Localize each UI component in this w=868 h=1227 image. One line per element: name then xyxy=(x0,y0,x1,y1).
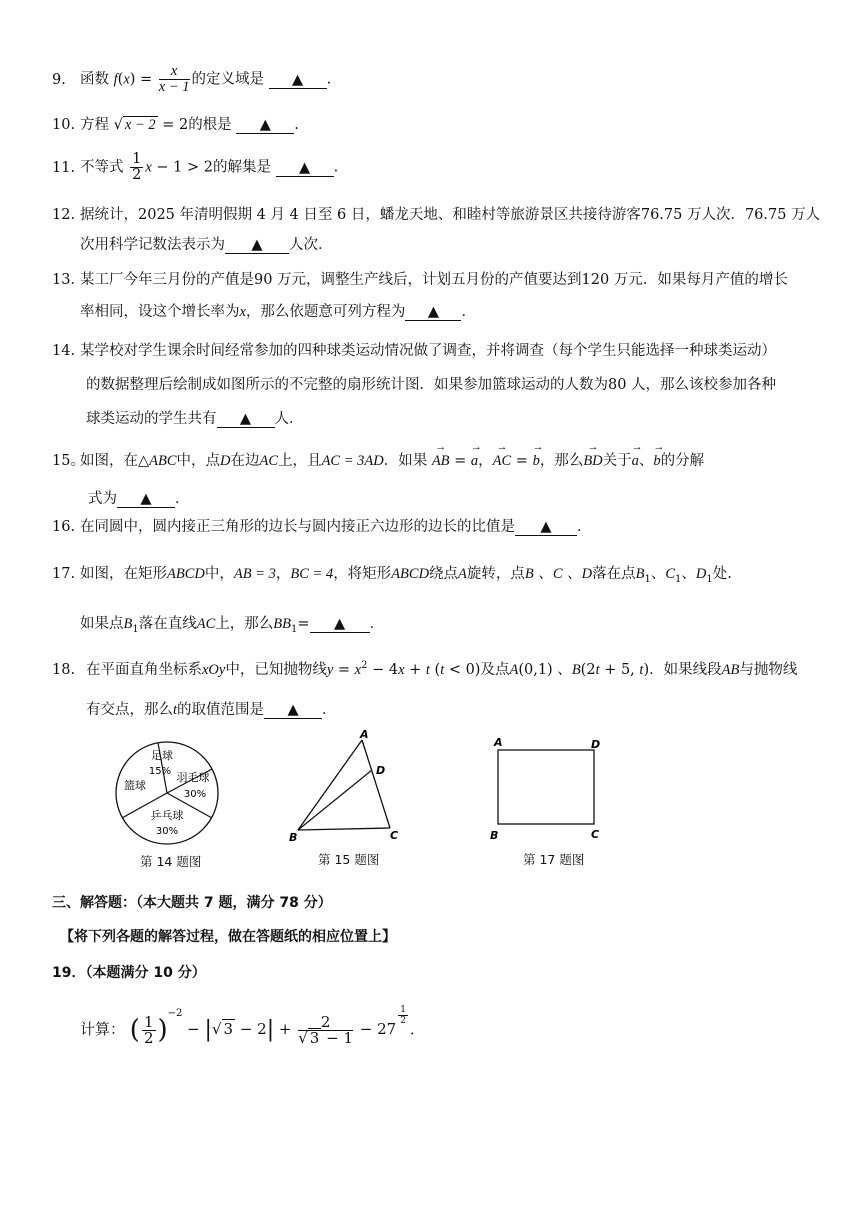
answer-blank[interactable]: ▲ xyxy=(225,237,289,254)
figure-17-caption: 第 17 题图 xyxy=(523,852,585,867)
figure-15-triangle xyxy=(284,726,410,846)
label-soccer-pct: 15% xyxy=(148,766,172,777)
question-11: 11. 不等式 $\frac{1}{2}$ x − 1 > 2的解集是 ▲ . xyxy=(52,151,339,183)
fraction: $\frac{1}{2}$ xyxy=(132,151,142,183)
side-AB xyxy=(298,740,362,830)
label-D: D xyxy=(591,738,601,751)
answer-blank[interactable]: ▲ xyxy=(310,616,370,633)
answer-blank[interactable]: ▲ xyxy=(117,491,175,508)
question-9: 9. 函数 f(x) = $\frac{x}{x - 1}$ 的定义域是 ▲ . xyxy=(52,63,332,95)
question-19-header: 19．（本题满分 10 分） xyxy=(52,965,206,981)
math-function: f xyxy=(113,71,118,88)
label-C: C xyxy=(591,828,600,841)
answer-blank[interactable]: ▲ xyxy=(269,72,327,89)
label-B: B xyxy=(490,829,499,842)
label-pingpong: 乒乓球 xyxy=(150,809,184,822)
section-3-instruction: 【将下列各题的解答过程，做在答题纸的相应位置上】 xyxy=(60,929,396,945)
question-19-expression: 计算： ( $\frac{1}{2}$ )$^{-2}$ − |√ 3 − 2| + $\frac{2}{√ 3 - 1}$ − 27 $^{\frac{1}{2}}$ ． xyxy=(80,1005,425,1047)
question-16: 16. 在同圆中，圆内接正三角形的边长与圆内接正六边形的边长的比值是 ▲ ． xyxy=(52,519,592,535)
rectangle-ABCD xyxy=(498,750,594,824)
question-17: 17. 如图，在矩形ABCD中，AB = 3，BC = 4，将矩形ABCD绕点A旋转，点B 、C 、D落在点$B_1$、$C_1$、$D_1$处. 如果点$B_1$落在直线AC上，那么$BB_1=$ ▲ ． xyxy=(52,566,732,635)
answer-blank[interactable]: ▲ xyxy=(236,117,294,134)
figure-17-rectangle xyxy=(488,732,608,844)
sqrt-expression: x − 2 xyxy=(124,117,156,133)
label-badminton-pct: 30% xyxy=(183,789,207,800)
answer-blank[interactable]: ▲ xyxy=(276,160,334,177)
question-14: 14. 某学校对学生课余时间经常参加的四种球类运动情况做了调查，并将调查（每个学生只能选择一种球类运动） 的数据整理后绘制成如图所示的不完整的扇形统计图．如果参加篮球运动的人数为80 人，那么该校参加各种 球类运动的学生共有 ▲ 人． xyxy=(52,343,777,427)
section-3-title: 三、解答题：（本大题共 7 题，满分 78 分） xyxy=(52,895,332,911)
question-13: 13．某工厂今年三月份的产值是90 万元，调整生产线后，计划五月份的产值要达到120 万元．如果每月产值的增长 率相同，设这个增长率为x，那么依题意可列方程为 ▲ ． xyxy=(52,272,788,320)
label-basketball: 篮球 xyxy=(124,779,146,792)
side-BC xyxy=(298,828,390,830)
label-badminton: 羽毛球 xyxy=(176,771,210,784)
question-18: 18. 在平面直角坐标系xOy中，已知抛物线$y = x^2 - 4x + t$ (t < 0)及点A(0,1) 、B(2t + 5, t)．如果线段AB与抛物线 有交点，那么t的取值范围是 ▲ ． xyxy=(52,660,798,718)
question-15: 15。如图，在△ABC中，点D在边AC上，且AC = 3AD．如果 → AB = → a，→ AC = → b，那么→ BD关于→ a、→ b的分解 式为 ▲ ． xyxy=(52,442,822,518)
label-B: B xyxy=(289,831,298,844)
question-12: 12. 据统计，2025 年清明假期 4 月 4 日至 6 日，蟠龙天地、和睦村等旅游景区共接待游客76.75 万人次．76.75 万人 次用科学记数法表示为 ▲ 人次． xyxy=(52,207,821,253)
label-D: D xyxy=(376,764,386,777)
side-AC xyxy=(362,740,390,828)
answer-blank[interactable]: ▲ xyxy=(264,702,322,719)
label-A: A xyxy=(494,736,503,749)
label-soccer: 足球 xyxy=(151,749,173,762)
question-10: 10. 方程 √ x − 2 = 2的根是 ▲ . xyxy=(52,117,299,133)
figure-14-pie xyxy=(112,738,222,848)
answer-blank[interactable]: ▲ xyxy=(217,411,275,428)
answer-blank[interactable]: ▲ xyxy=(405,304,461,321)
label-A: A xyxy=(360,728,369,741)
figure-14-caption: 第 14 题图 xyxy=(140,854,202,869)
label-pingpong-pct: 30% xyxy=(155,826,179,837)
figure-15-caption: 第 15 题图 xyxy=(318,852,380,867)
answer-blank[interactable]: ▲ xyxy=(515,519,577,536)
fraction: $\frac{x}{x - 1}$ xyxy=(158,63,190,95)
label-C: C xyxy=(390,829,399,842)
